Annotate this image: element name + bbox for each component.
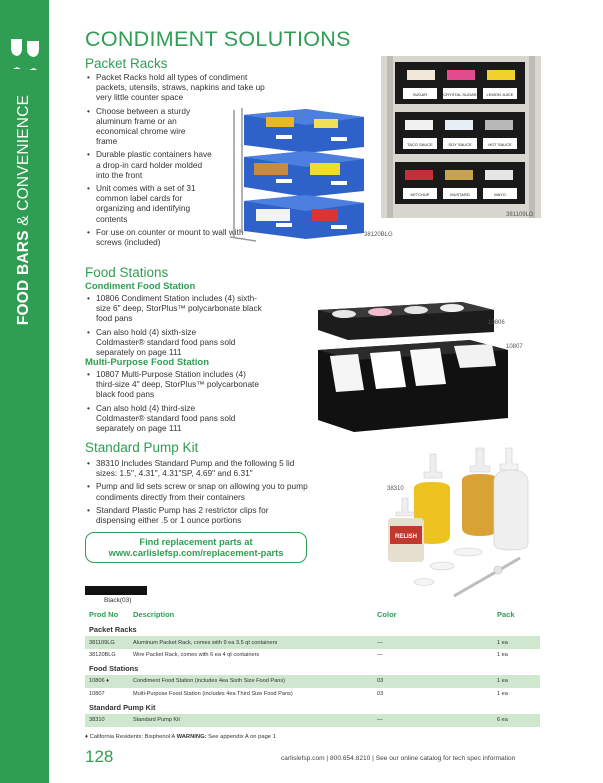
- table-section-title: Standard Pump Kit: [89, 702, 156, 712]
- page-title: CONDIMENT SOLUTIONS: [85, 27, 351, 51]
- table-row: [85, 649, 540, 662]
- cell-color: 03: [377, 678, 384, 685]
- photo-label-blue-rack: 38120BLG: [364, 232, 393, 238]
- table-row: [85, 675, 540, 688]
- cell-pack: 1 ea: [497, 678, 508, 685]
- bullet: • Durable plastic containers have a drop-in card holder molded into the front: [85, 149, 215, 180]
- cell-prod-no: 10806 ♦: [89, 678, 109, 685]
- section-side-label: FOOD BARS & CONVENIENCE: [15, 94, 32, 326]
- bin-label: MAYO: [494, 192, 506, 197]
- bullet: • Packet Racks hold all types of condiment packets, utensils, straws, napkins and take up very little counter space: [85, 72, 265, 103]
- cell-description: Multi-Purpose Food Station (includes 4ea Third Size Food Pans): [133, 691, 293, 698]
- page-footer: carlislefsp.com | 800.654.8210 | See our online catalog for tech spec information: [281, 755, 516, 762]
- header-prod-no: Prod No: [89, 610, 119, 619]
- product-table: [85, 606, 540, 727]
- bullet: • 10806 Condiment Station includes (4) sixth-size 6" deep, StorPlus™ polycarbonate black food pans: [85, 293, 265, 324]
- cell-color: —: [377, 717, 383, 724]
- bullet: • 38310 Includes Standard Pump and the following 5 lid sizes: 1.5", 4.31", 4.31"SP, 4.69" and 6.31": [85, 458, 310, 478]
- food-stations-heading: Food Stations: [85, 265, 169, 280]
- multi-purpose-station-bullets: [85, 369, 265, 436]
- table-row: [85, 688, 540, 701]
- bin-label: CRYSTAL SUGAR: [443, 92, 477, 97]
- cell-color: 03: [377, 691, 384, 698]
- bullet: • Choose between a sturdy aluminum frame or an economical chrome wire frame: [85, 106, 195, 147]
- pump-kit-bullets: [85, 458, 310, 528]
- page-number: 128: [85, 747, 114, 766]
- bullet: • For use on counter or mount to wall with screws (included): [85, 227, 250, 247]
- replacement-parts-link[interactable]: [85, 532, 307, 563]
- cell-pack: 1 ea: [497, 652, 508, 659]
- aluminum-packet-rack-photo: [381, 56, 541, 218]
- table-section-title: Packet Racks: [89, 625, 137, 634]
- bullet: • Standard Plastic Pump has 2 restrictor clips for dispensing either .5 or 1 ounce portions: [85, 505, 310, 525]
- packet-racks-heading: Packet Racks: [85, 56, 168, 71]
- relish-label: RELISH: [394, 534, 418, 540]
- cell-description: Wire Packet Rack, comes with 6 ea 4 qt containers: [133, 652, 260, 659]
- cell-description: Condiment Food Station (includes 4ea Sixth Size Food Pans): [133, 678, 286, 685]
- bin-label: TACO SAUCE: [407, 142, 433, 147]
- cell-prod-no: 381109LG: [89, 639, 115, 646]
- bullet: • Pump and lid sets screw or snap on allowing you to pump condiments directly from their containers: [85, 481, 310, 501]
- pump-kit-photo: [380, 438, 540, 600]
- bullet: • 10807 Multi-Purpose Station includes (4) third-size 4" deep, StorPlus™ polycarbonate black food pans: [85, 369, 265, 400]
- cell-color: —: [377, 639, 383, 646]
- link-line-1: Find replacement parts at: [139, 537, 253, 547]
- bin-label: LEMON JUICE: [486, 92, 514, 97]
- photo-label-black-rack: 381109LG: [506, 212, 534, 218]
- cell-description: Aluminum Packet Rack, comes with 9 ea 3.5 qt containers: [133, 639, 278, 646]
- bin-label: MUSTARD: [450, 192, 470, 197]
- prop65-warning: ♦ California Residents: Bisphenol A WARNING: See appendix A on page 1: [85, 734, 276, 740]
- food-station-photo: [312, 296, 512, 436]
- table-row: [85, 714, 540, 727]
- cell-pack: 1 ea: [497, 639, 508, 646]
- header-color: Color: [377, 610, 397, 619]
- multi-purpose-station-subheading: Multi-Purpose Food Station: [85, 357, 210, 368]
- bin-label: SOY SAUCE: [448, 142, 472, 147]
- cell-pack: 6 ea: [497, 717, 508, 724]
- table-section-title: Food Stations: [89, 663, 139, 673]
- photo-label-multi-purpose-station: 10807: [506, 344, 523, 350]
- condiment-station-bullets: [85, 293, 265, 360]
- cell-color: —: [377, 652, 383, 659]
- cell-prod-no: 10807: [89, 691, 105, 698]
- table-header-row: [85, 606, 540, 623]
- color-swatch-label: Black(03): [104, 597, 132, 604]
- cell-prod-no: 38310: [89, 717, 105, 724]
- bullet: • Can also hold (4) third-size Coldmaster® standard food pans sold separately on page 111: [85, 403, 245, 434]
- wine-glasses-icon: [8, 36, 42, 74]
- header-pack: Pack: [497, 610, 515, 619]
- bin-label: SUGAR: [412, 92, 428, 97]
- section-side-band: [0, 0, 49, 783]
- pump-kit-heading: Standard Pump Kit: [85, 440, 199, 455]
- color-swatch-black: [85, 586, 147, 595]
- bullet: • Unit comes with a set of 31 common label cards for organizing and identifying contents: [85, 183, 207, 224]
- header-description: Description: [133, 610, 175, 619]
- bin-label: HOT SAUCE: [488, 142, 512, 147]
- cell-description: Standard Pump Kit: [133, 717, 180, 724]
- photo-label-pump-kit: 38310: [387, 486, 404, 492]
- photo-label-condiment-station: 10806: [488, 320, 505, 326]
- link-line-2: www.carlislefsp.com/replacement-parts: [108, 548, 284, 558]
- table-row: [85, 636, 540, 649]
- bullet: • Can also hold (4) sixth-size Coldmaster® standard food pans sold separately on page 111: [85, 327, 245, 358]
- cell-prod-no: 38120BLG: [89, 652, 116, 659]
- bin-label: KETCHUP: [410, 192, 430, 197]
- wire-packet-rack-photo: [226, 105, 376, 245]
- condiment-station-subheading: Condiment Food Station: [85, 281, 196, 292]
- cell-pack: 1 ea: [497, 691, 508, 698]
